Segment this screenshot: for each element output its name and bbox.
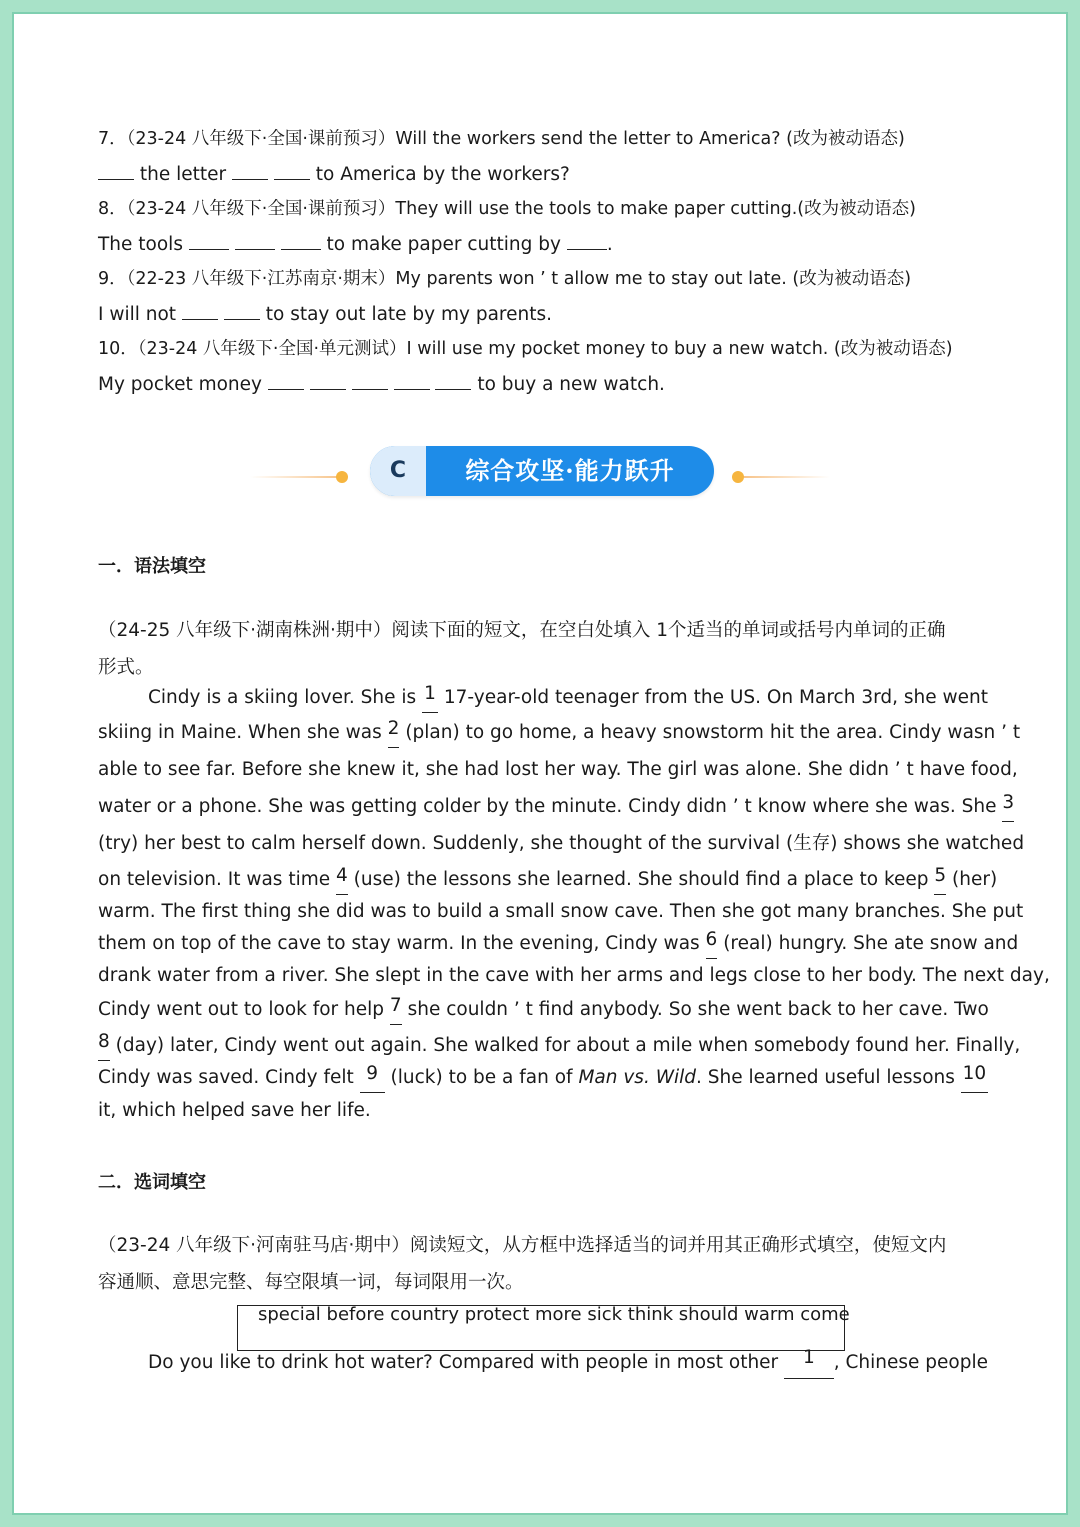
- passage-text: Cindy was saved. Cindy felt: [98, 1067, 360, 1088]
- passage-text: (plan) to go home, a heavy snowstorm hit the area. Cindy wasn ’ t: [399, 722, 1021, 743]
- exercise-8-answer: The tools to make paper cutting by .: [98, 227, 988, 262]
- answer-blank[interactable]: [281, 229, 321, 250]
- passage-text: she couldn ’ t find anybody. So she went back to her cave. Two: [401, 999, 989, 1020]
- passage-text: (luck) to be a fan of: [384, 1067, 579, 1088]
- passage-text: (day) later, Cindy went out again. She walked for about a mile when somebody found her. Finally,: [109, 1035, 1021, 1056]
- answer-blank[interactable]: [274, 159, 310, 180]
- banner-line-right: [744, 476, 830, 478]
- word-bank-box: [237, 1304, 850, 1351]
- answer-blank[interactable]: [394, 369, 430, 390]
- answer-blank[interactable]: 8: [98, 1031, 110, 1061]
- passage-line: [98, 792, 1015, 822]
- answer-blank[interactable]: [224, 299, 260, 320]
- passage-text: Cindy is a skiing lover. She is: [148, 687, 423, 708]
- answer-blank[interactable]: 10: [961, 1063, 988, 1093]
- answer-blank[interactable]: 7: [390, 995, 402, 1025]
- word-bank-text: special before country protect more sick think should warm come: [258, 1304, 850, 1325]
- exercise-block: [98, 122, 988, 402]
- answer-blank[interactable]: [310, 369, 346, 390]
- passage-line: [98, 1096, 988, 1126]
- passage-line: [98, 961, 1050, 991]
- passage-line: [98, 1063, 988, 1093]
- answer-blank[interactable]: 3: [1002, 792, 1014, 822]
- answer-blank[interactable]: 6: [706, 929, 718, 959]
- section-banner: [250, 446, 830, 500]
- passage-text: warm. The first thing she did was to build a small snow cave. Then she got many branches. She put: [98, 901, 1024, 922]
- exercise-9-question: 9．（22-23 八年级下·江苏南京·期末）My parents won ’ t allow me to stay out late. (改为被动语态): [98, 269, 912, 289]
- passage-text: drank water from a river. She slept in the cave with her arms and legs close to her body. The next day,: [98, 965, 1050, 986]
- passage-text: (use) the lessons she learned. She should find a place to keep: [347, 869, 935, 890]
- exercise-7-answer: the letter to America by the workers?: [98, 157, 988, 192]
- answer-blank[interactable]: 2: [388, 718, 400, 748]
- section-2-passage: [98, 1347, 988, 1379]
- answer-blank[interactable]: [268, 369, 304, 390]
- passage-text: it, which helped save her life.: [98, 1100, 371, 1121]
- answer-blank[interactable]: [567, 229, 607, 250]
- passage-line: [98, 829, 1025, 859]
- answer-blank[interactable]: [235, 229, 275, 250]
- banner-dot-left: [336, 471, 348, 483]
- answer-blank[interactable]: [435, 369, 471, 390]
- passage-text: (her): [946, 869, 998, 890]
- section-1-heading: 一．语法填空: [98, 556, 206, 577]
- passage-line: [98, 897, 1024, 927]
- answer-blank[interactable]: 1: [784, 1347, 834, 1379]
- exercise-9-answer: I will not to stay out late by my parents.: [98, 297, 988, 332]
- passage-line: [98, 1031, 1021, 1061]
- show-title: Man vs. Wild: [578, 1067, 697, 1088]
- passage-text: water or a phone. She was getting colder by the minute. Cindy didn ’ t know where she was. She: [98, 796, 1003, 817]
- banner-dot-right: [732, 471, 744, 483]
- passage-line: [98, 718, 1021, 748]
- passage-text: Cindy went out to look for help: [98, 999, 390, 1020]
- banner-title: 综合攻坚·能力跃升: [465, 456, 675, 485]
- passage-line: [98, 929, 1019, 959]
- banner-letter: C: [370, 446, 426, 496]
- answer-blank[interactable]: [189, 229, 229, 250]
- passage-text: (real) hungry. She ate snow and: [717, 933, 1019, 954]
- answer-blank[interactable]: 4: [336, 865, 348, 895]
- passage-text: able to see far. Before she knew it, she had lost her way. The girl was alone. She didn ’ t have food,: [98, 759, 1018, 780]
- answer-blank[interactable]: [98, 159, 134, 180]
- exercise-10-answer: My pocket money to buy a new watch.: [98, 367, 988, 402]
- passage-line: Do you like to drink hot water? Compared with people in most other 1 , Chinese people: [98, 1347, 988, 1379]
- passage-text: 17-year-old teenager from the US. On March 3rd, she went: [438, 687, 988, 708]
- answer-blank[interactable]: [352, 369, 388, 390]
- exercise-10-question: 10．（23-24 八年级下·全国·单元测试）I will use my pocket money to buy a new watch. (改为被动语态): [98, 339, 953, 359]
- answer-blank[interactable]: 1: [422, 683, 438, 713]
- answer-blank[interactable]: [232, 159, 268, 180]
- passage-line: [98, 995, 988, 1025]
- passage-text: on television. It was time: [98, 869, 337, 890]
- passage-text: them on top of the cave to stay warm. In the evening, Cindy was: [98, 933, 706, 954]
- exercise-7-question: 7．（23-24 八年级下·全国·课前预习）Will the workers send the letter to America? (改为被动语态): [98, 129, 905, 149]
- section-1-intro: （24-25 八年级下·湖南株洲·期中）阅读下面的短文，在空白处填入 1个适当的单词或括号内单词的正确 形式。: [98, 620, 946, 678]
- passage-line: [148, 683, 988, 713]
- section-2-intro: （23-24 八年级下·河南驻马店·期中）阅读短文，从方框中选择适当的词并用其正确形式填空，使短文内 容通顺、意思完整、每空限填一词，每词限用一次。: [98, 1235, 947, 1293]
- section-2-heading: 二．选词填空: [98, 1172, 206, 1193]
- passage-line: [98, 755, 1018, 785]
- passage-text: (try) her best to calm herself down. Suddenly, she thought of the survival (生存) shows she watched: [98, 833, 1025, 854]
- passage-text: skiing in Maine. When she was: [98, 722, 388, 743]
- passage-text: . She learned useful lessons: [696, 1067, 961, 1088]
- answer-blank[interactable]: [182, 299, 218, 320]
- passage-line: [98, 865, 998, 895]
- answer-blank[interactable]: 5: [934, 865, 946, 895]
- banner-pill: [370, 446, 714, 496]
- banner-line-left: [250, 476, 340, 478]
- exercise-8-question: 8．（23-24 八年级下·全国·课前预习）They will use the tools to make paper cutting.(改为被动语态): [98, 199, 916, 219]
- answer-blank[interactable]: 9: [360, 1063, 385, 1093]
